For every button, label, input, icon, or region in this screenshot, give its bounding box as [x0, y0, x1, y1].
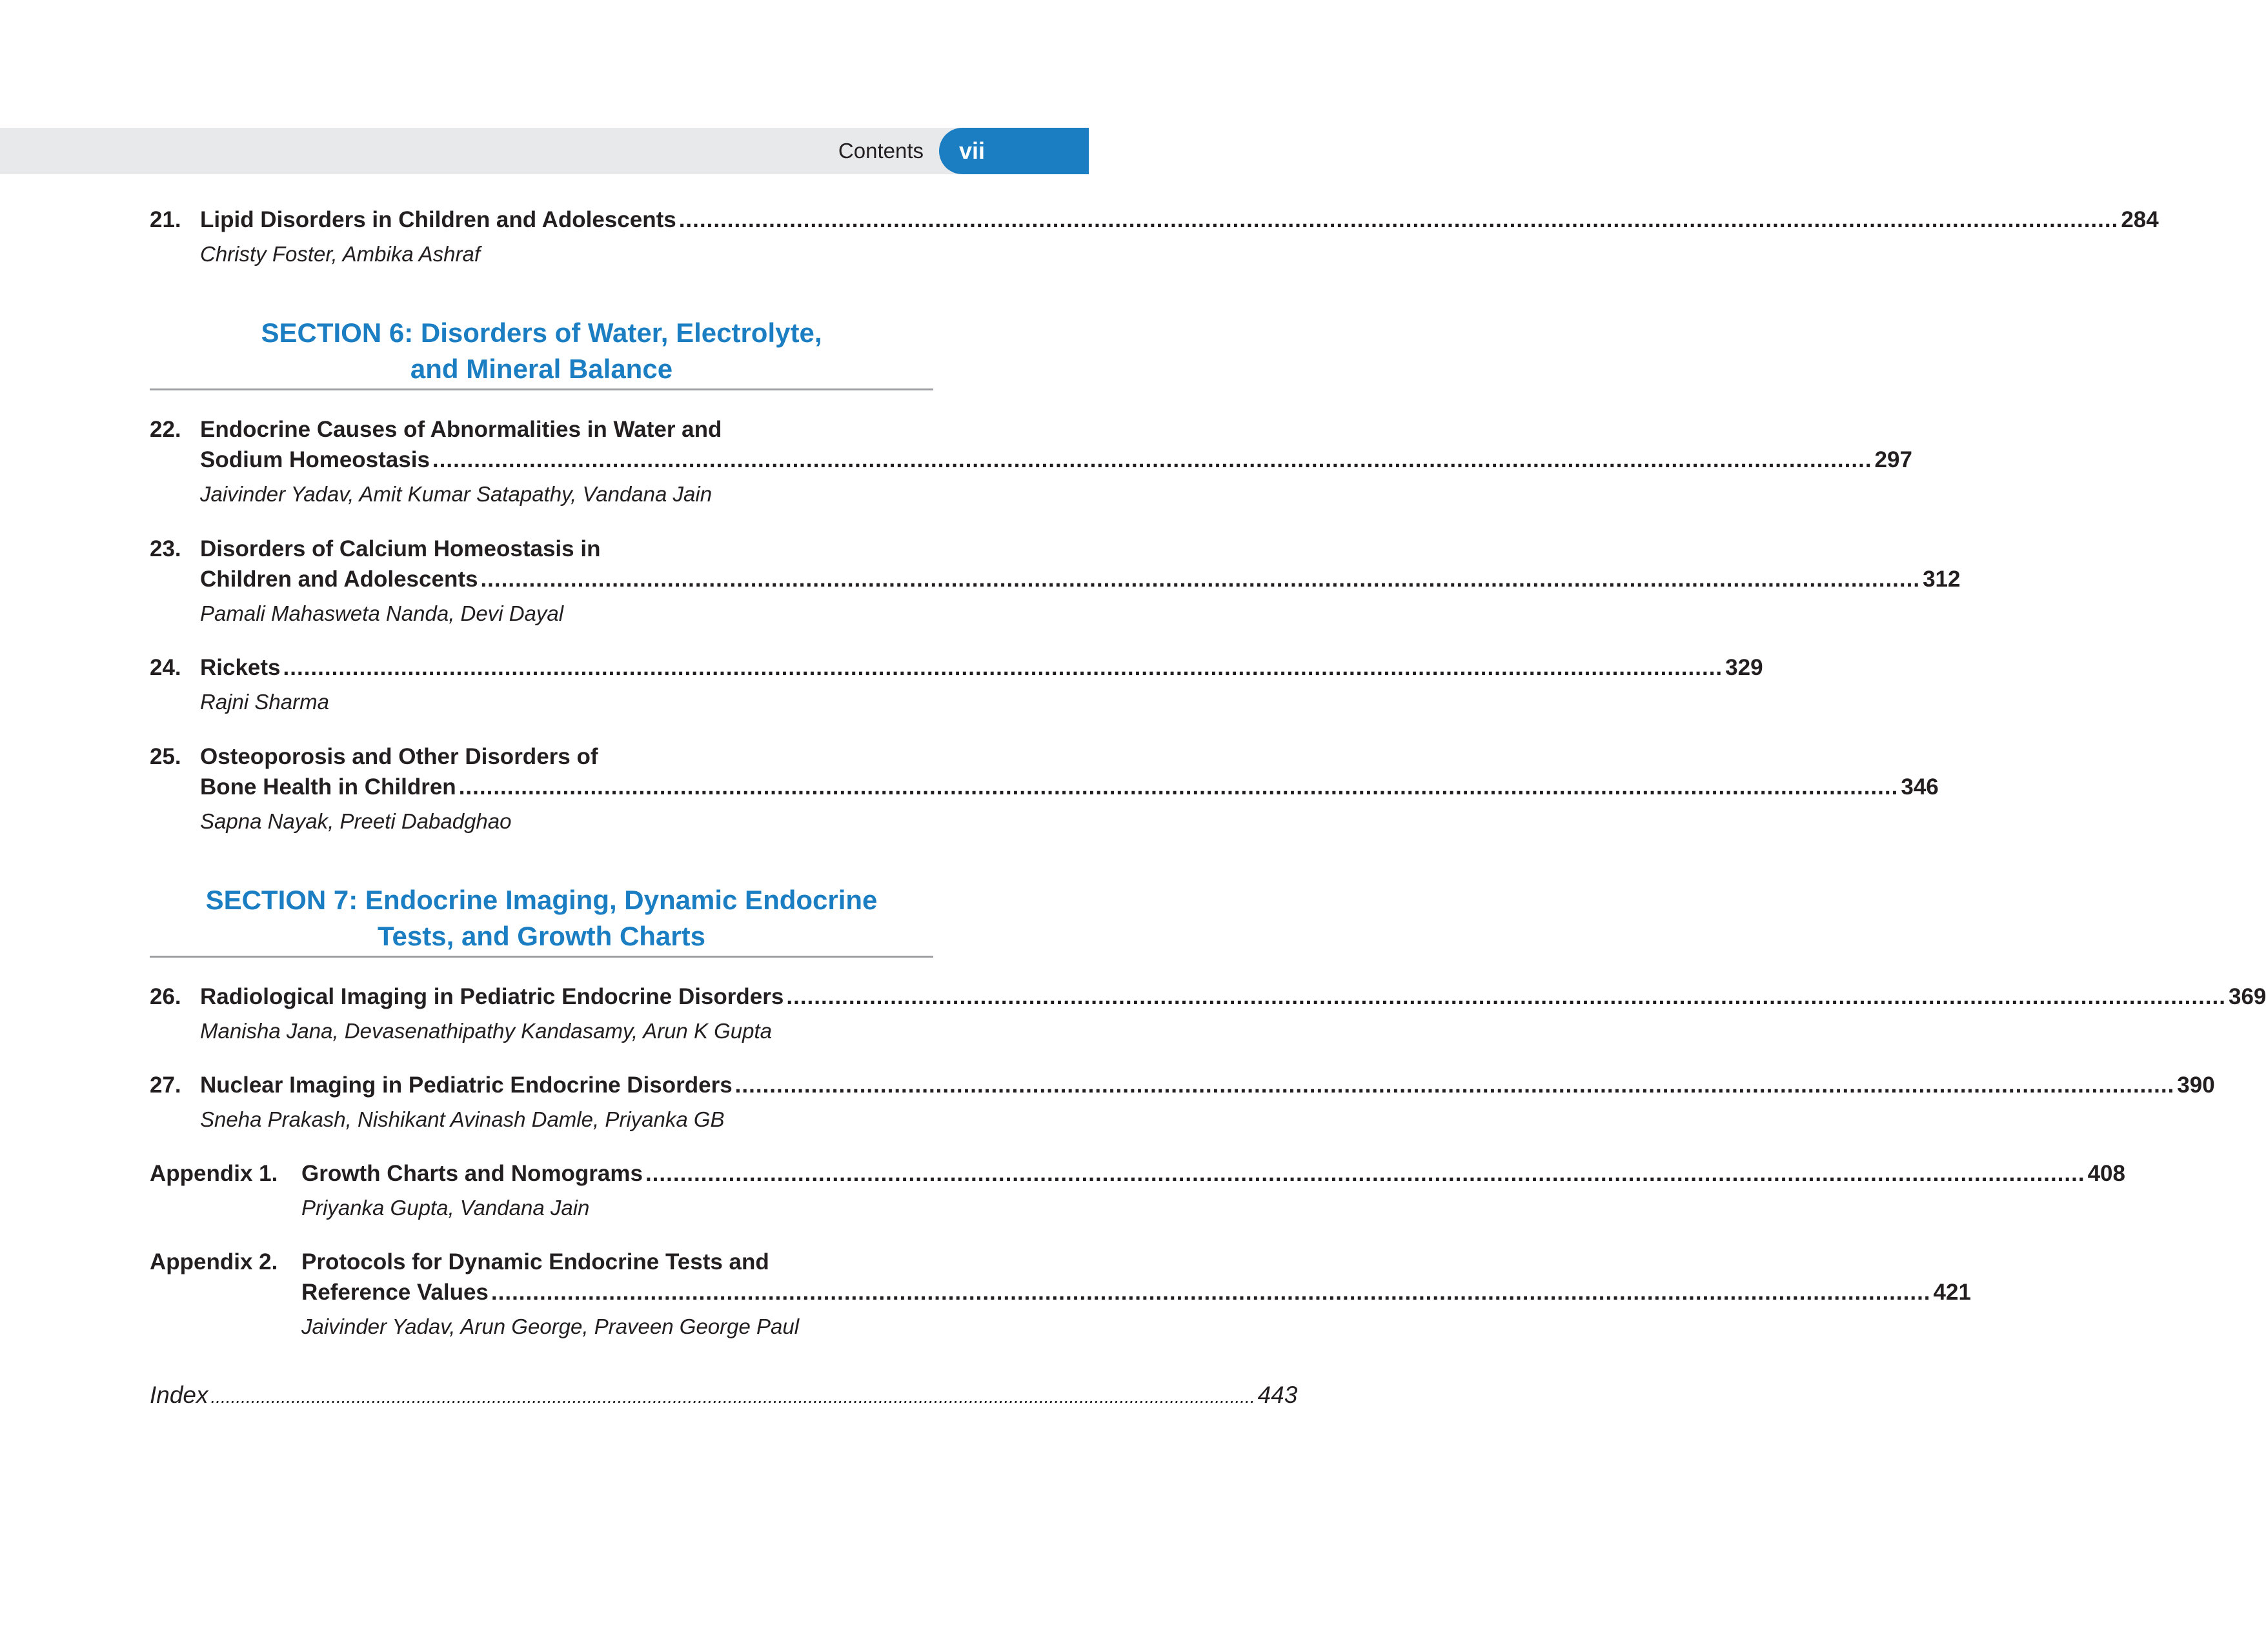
- toc-entry-appendix-1[interactable]: [301, 1160, 2125, 1187]
- chapter-authors: Sapna Nayak, Preeti Dabadghao: [200, 809, 512, 833]
- toc-entry-24[interactable]: [200, 654, 1763, 681]
- toc-entry-23[interactable]: [200, 566, 1961, 593]
- section-heading-7: [150, 882, 933, 954]
- index-label: Index: [150, 1382, 208, 1408]
- chapter-title: Rickets: [200, 655, 281, 680]
- index-page: 443: [1257, 1382, 1298, 1408]
- chapter-title: Radiological Imaging in Pediatric Endocrine Disorders: [200, 984, 784, 1009]
- chapter-number: 25.: [150, 744, 181, 769]
- chapter-number: 21.: [150, 207, 181, 232]
- running-header-label: Contents: [838, 139, 924, 163]
- chapter-page: 390: [2177, 1073, 2215, 1098]
- toc-entry-21[interactable]: [200, 206, 2159, 234]
- chapter-authors: Rajni Sharma: [200, 690, 329, 714]
- dot-leader: ................................................................................................................................................................................................................: [491, 1280, 1931, 1305]
- chapter-page: 312: [1923, 567, 1961, 592]
- dot-leader: ................................................................................................................................................................................................................: [786, 984, 2226, 1009]
- chapter-number: 23.: [150, 536, 181, 561]
- dot-leader: ................................................................................................................................................................................................................: [458, 774, 1899, 800]
- chapter-authors: Manisha Jana, Devasenathipathy Kandasamy, Arun K Gupta: [200, 1019, 773, 1043]
- chapter-page: 346: [1901, 774, 1939, 800]
- chapter-authors: Christy Foster, Ambika Ashraf: [200, 242, 481, 266]
- chapter-title-line2: Bone Health in Children: [200, 774, 456, 800]
- appendix-authors: Priyanka Gupta, Vandana Jain: [301, 1196, 590, 1220]
- chapter-page: 297: [1874, 447, 1912, 472]
- toc-entry-index[interactable]: [150, 1381, 1298, 1411]
- toc-entry-appendix-2[interactable]: [301, 1279, 1971, 1306]
- dot-leader: ................................................................................................................................................................................................................: [480, 567, 1921, 592]
- dot-leader: ................................................................................................................................................................................................................: [734, 1073, 2175, 1098]
- dot-leader: ................................................................................................................................................................................................................: [210, 1387, 1255, 1407]
- chapter-page: 369: [2229, 984, 2266, 1009]
- chapter-title-line2: Children and Adolescents: [200, 567, 478, 592]
- dot-leader: ................................................................................................................................................................................................................: [678, 207, 2119, 232]
- section-heading-line: Tests, and Growth Charts: [378, 921, 705, 951]
- chapter-authors: Sneha Prakash, Nishikant Avinash Damle, Priyanka GB: [200, 1107, 725, 1131]
- page-number: vii: [959, 137, 986, 164]
- chapter-number: 26.: [150, 984, 181, 1009]
- chapter-title: Lipid Disorders in Children and Adolescents: [200, 207, 676, 232]
- appendix-authors: Jaivinder Yadav, Arun George, Praveen George Paul: [301, 1315, 800, 1338]
- toc-entry-26[interactable]: [200, 983, 2266, 1011]
- toc-entry-27[interactable]: [200, 1072, 2215, 1099]
- chapter-title-line1[interactable]: Disorders of Calcium Homeostasis in: [200, 536, 601, 561]
- chapter-authors: Jaivinder Yadav, Amit Kumar Satapathy, Vandana Jain: [200, 482, 713, 506]
- section-heading-line: SECTION 6: Disorders of Water, Electrolyte,: [261, 317, 822, 348]
- chapter-number: 27.: [150, 1073, 181, 1098]
- chapter-page: 329: [1725, 655, 1763, 680]
- section-heading-line: and Mineral Balance: [410, 354, 673, 384]
- chapter-number: 24.: [150, 655, 181, 680]
- section-divider: [150, 388, 933, 390]
- chapter-title-line1[interactable]: Endocrine Causes of Abnormalities in Water and: [200, 417, 722, 442]
- appendix-title-line2: Reference Values: [301, 1280, 489, 1305]
- chapter-page: 284: [2121, 207, 2159, 232]
- toc-entry-25[interactable]: [200, 774, 1939, 801]
- appendix-page: 421: [1933, 1280, 1971, 1305]
- appendix-number: Appendix 1.: [150, 1161, 278, 1186]
- toc-entry-22[interactable]: [200, 447, 1912, 474]
- appendix-title: Growth Charts and Nomograms: [301, 1161, 643, 1186]
- chapter-number: 22.: [150, 417, 181, 442]
- section-heading-6: [150, 315, 933, 387]
- section-heading-line: SECTION 7: Endocrine Imaging, Dynamic Endocrine: [205, 885, 878, 915]
- dot-leader: ................................................................................................................................................................................................................: [645, 1161, 2085, 1186]
- appendix-number: Appendix 2.: [150, 1249, 278, 1274]
- dot-leader: ................................................................................................................................................................................................................: [432, 447, 1872, 472]
- running-header-band: [0, 128, 1089, 174]
- chapter-title-line2: Sodium Homeostasis: [200, 447, 430, 472]
- appendix-title-line1[interactable]: Protocols for Dynamic Endocrine Tests and: [301, 1249, 769, 1274]
- dot-leader: ................................................................................................................................................................................................................: [283, 655, 1723, 680]
- appendix-page: 408: [2087, 1161, 2125, 1186]
- chapter-title-line1[interactable]: Osteoporosis and Other Disorders of: [200, 744, 598, 769]
- section-divider: [150, 956, 933, 958]
- chapter-authors: Pamali Mahasweta Nanda, Devi Dayal: [200, 601, 564, 625]
- chapter-title: Nuclear Imaging in Pediatric Endocrine Disorders: [200, 1073, 733, 1098]
